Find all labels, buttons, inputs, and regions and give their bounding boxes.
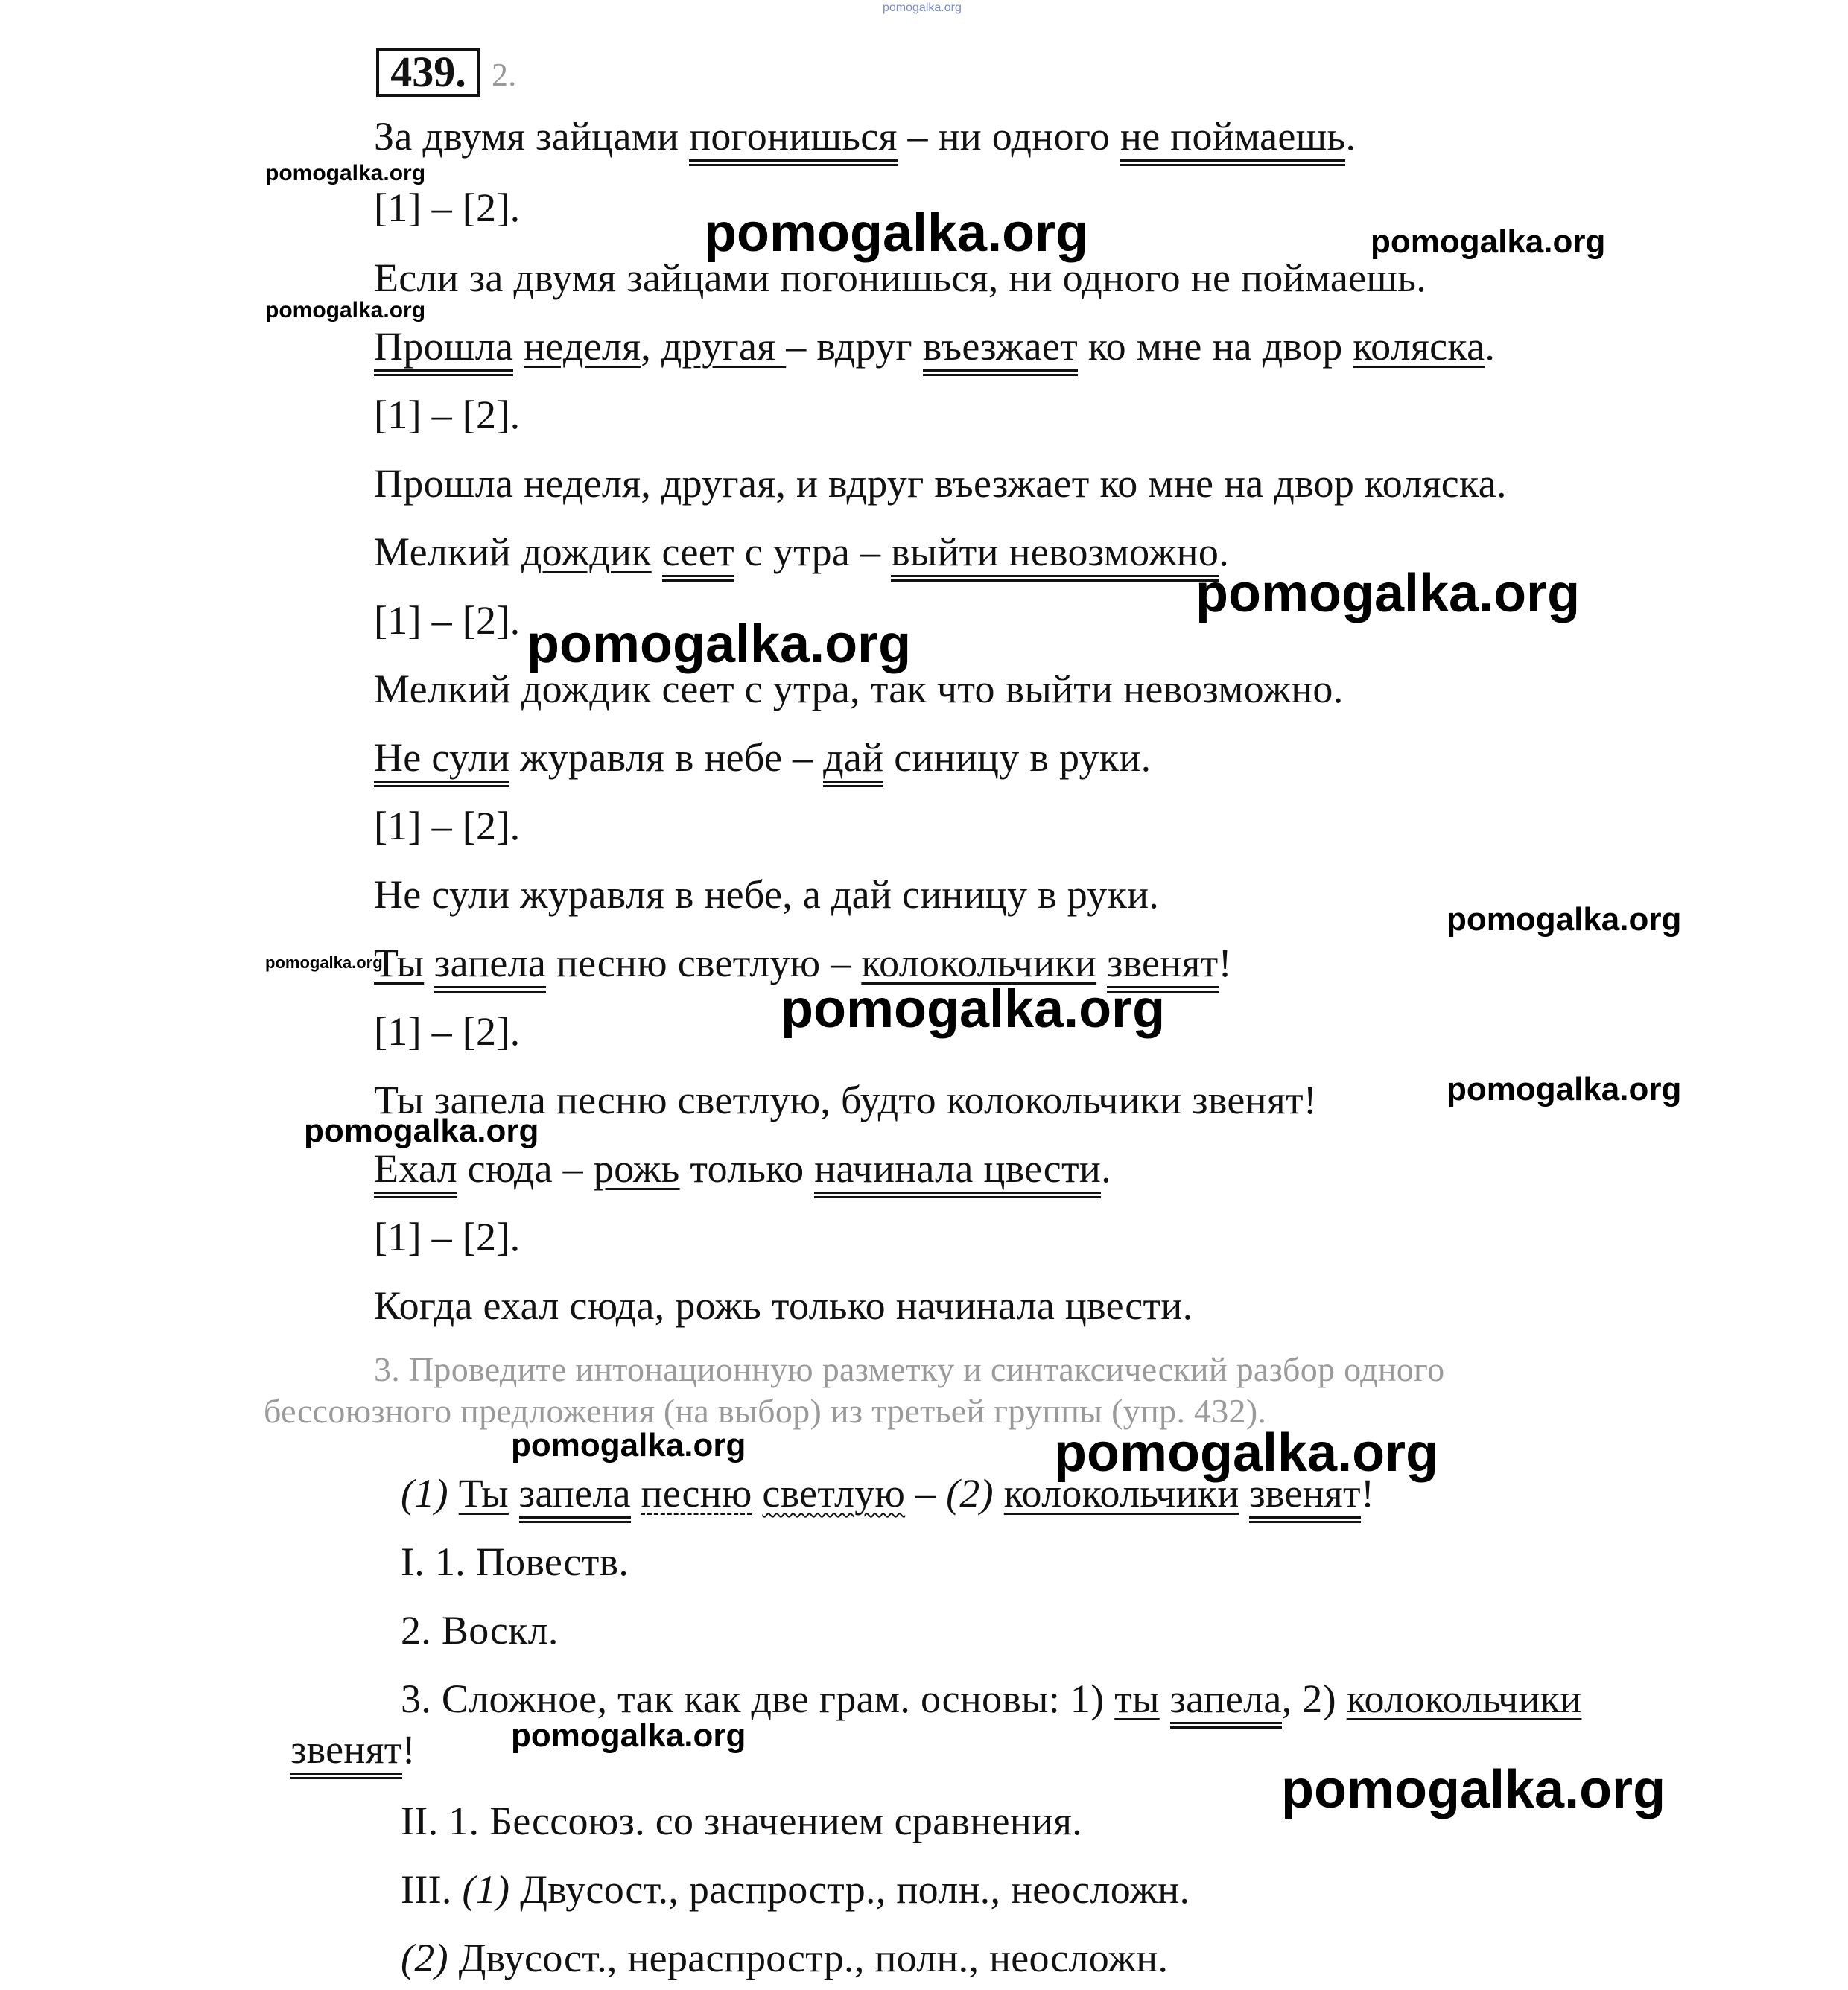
watermark: pomogalka.org: [511, 1427, 746, 1463]
predicate-word: Прошла: [374, 324, 513, 376]
watermark: pomogalka.org: [304, 1113, 539, 1149]
text-run: сюда –: [457, 1146, 594, 1191]
subject-word: колокольчики: [861, 941, 1097, 985]
subject-word: коляска: [1353, 324, 1485, 369]
predicate-word: звенят: [290, 1727, 402, 1779]
analysis-item-5: [401, 1865, 1190, 1914]
sentence-line-18: Когда ехал сюда, рожь только начинала цвести.: [374, 1283, 1193, 1328]
sentence-line-15: Ты запела песню светлую, будто колокольчики звенят!: [374, 1078, 1318, 1122]
predicate-word: погонишься: [689, 114, 898, 166]
object-word: песню: [641, 1471, 752, 1516]
predicate-word: Ехал: [374, 1146, 457, 1198]
text-run: с утра –: [734, 530, 892, 574]
text-run: Мелкий: [374, 530, 521, 574]
watermark: pomogalka.org: [1054, 1423, 1439, 1483]
attribute-word: светлую: [762, 1471, 906, 1516]
predicate-word: сеет: [662, 530, 734, 582]
text-run: Двусост., распростр., полн., неосложн.: [509, 1867, 1190, 1912]
subject-word: другая: [661, 324, 787, 369]
predicate-word: въезжает: [923, 324, 1078, 376]
predicate-word: запела: [519, 1471, 631, 1523]
predicate-word: выйти невозможно: [891, 530, 1219, 582]
subject-word: дождик: [521, 530, 652, 574]
text-run: !: [401, 1727, 416, 1772]
text-run: синицу в руки.: [883, 735, 1152, 780]
watermark: pomogalka.org: [781, 979, 1166, 1039]
analysis-item-3-cont: [290, 1725, 416, 1774]
text-run: ко мне на двор: [1078, 324, 1353, 369]
text-run: За двумя зайцами: [374, 114, 690, 159]
text-run: .: [1219, 530, 1229, 574]
subject-word: Ты: [374, 941, 425, 985]
subject-word: ты: [1114, 1676, 1160, 1721]
predicate-word: начинала цвести: [814, 1146, 1101, 1198]
text-run: , 2): [1281, 1676, 1347, 1721]
scheme-line-3: [1] – [2].: [374, 598, 521, 643]
predicate-word: дай: [823, 735, 883, 787]
analysis-item-1: I. 1. Повеств.: [401, 1539, 629, 1584]
sentence-line-7: [374, 527, 1229, 576]
text-run: 3. Сложное, так как две грам. основы: 1): [401, 1676, 1115, 1721]
sentence-line-4: [374, 322, 1495, 371]
text-run: [631, 1471, 641, 1516]
watermark: pomogalka.org: [511, 1717, 746, 1754]
predicate-word: не поймаешь: [1120, 114, 1345, 166]
text-run: [509, 1471, 519, 1516]
watermark: pomogalka.org: [704, 203, 1089, 263]
text-run: [994, 1471, 1004, 1516]
predicate-word: звенят: [1249, 1471, 1361, 1523]
text-run: –: [905, 1471, 947, 1516]
sentence-line-12: Не сули журавля в небе, а дай синицу в руки.: [374, 872, 1160, 917]
scheme-line-6: [1] – [2].: [374, 1215, 521, 1259]
subject-word: неделя: [524, 324, 641, 369]
text-run: – вдруг: [786, 324, 923, 369]
watermark: pomogalka.org: [265, 298, 426, 322]
sentence-line-10: [374, 733, 1151, 782]
watermark: pomogalka.org: [1371, 223, 1606, 260]
analysis-item-3: [401, 1674, 1581, 1723]
clause-marker: (2): [946, 1471, 994, 1516]
text-run: только: [679, 1146, 815, 1191]
watermark: pomogalka.org: [1447, 1071, 1682, 1107]
text-run: Двусост., нераспростр., полн., неосложн.: [448, 1936, 1169, 1980]
sentence-line-3: Если за двумя зайцами погонишься, ни одного не поймаешь.: [374, 255, 1426, 300]
clause-marker: (1): [401, 1471, 448, 1516]
sentence-line-16: [374, 1144, 1111, 1193]
text-run: [1160, 1676, 1170, 1721]
text-run: ,: [641, 324, 661, 369]
sentence-line-6: Прошла неделя, другая, и вдруг въезжает ко мне на двор коляска.: [374, 461, 1507, 506]
predicate-word: запела: [434, 941, 546, 993]
watermark: pomogalka.org: [265, 161, 426, 185]
analysis-item-4: II. 1. Бессоюз. со значением сравнения.: [401, 1799, 1083, 1843]
text-run: III.: [401, 1867, 463, 1912]
exercise-part: 2.: [492, 57, 517, 93]
subject-word: колокольчики: [1003, 1471, 1239, 1516]
scheme-line-1: [1] – [2].: [374, 185, 521, 230]
text-run: !: [1360, 1471, 1375, 1516]
subject-word: рожь: [593, 1146, 680, 1191]
predicate-word: звенят: [1107, 941, 1219, 993]
scheme-line-5: [1] – [2].: [374, 1009, 521, 1054]
text-run: .: [1345, 114, 1356, 159]
text-run: – ни одного: [897, 114, 1121, 159]
watermark: pomogalka.org: [1281, 1760, 1666, 1819]
watermark: pomogalka.org: [527, 614, 912, 674]
exercise-number: 439.: [376, 48, 480, 97]
watermark-top: pomogalka.org: [883, 1, 962, 14]
text-run: [424, 941, 434, 985]
subject-word: колокольчики: [1346, 1676, 1582, 1721]
predicate-word: запела: [1170, 1676, 1282, 1729]
analysis-item-6: [401, 1933, 1168, 1983]
task3-line-1: 3. Проведите интонационную разметку и синтаксический разбор одного: [374, 1350, 1445, 1388]
text-run: [448, 1471, 459, 1516]
watermark: pomogalka.org: [1447, 901, 1682, 938]
predicate-word: Не сули: [374, 735, 509, 787]
task3-line-2: бессоюзного предложения (на выбор) из третьей группы (упр. 432).: [264, 1392, 1267, 1430]
text-run: !: [1218, 941, 1232, 985]
text-run: .: [1101, 1146, 1111, 1191]
text-run: .: [1485, 324, 1496, 369]
scheme-line-2: [1] – [2].: [374, 392, 521, 437]
analysis-item-2: 2. Воскл.: [401, 1608, 559, 1653]
sentence-line-1: [374, 112, 1356, 161]
subject-word: Ты: [458, 1471, 509, 1516]
text-run: [752, 1471, 763, 1516]
text-run: песню светлую –: [546, 941, 862, 985]
clause-marker: (2): [401, 1936, 448, 1980]
text-run: [513, 324, 524, 369]
text-run: журавля в небе –: [509, 735, 824, 780]
sentence-line-9: Мелкий дождик сеет с утра, так что выйти невозможно.: [374, 667, 1344, 711]
text-run: [652, 530, 662, 574]
watermark: pomogalka.org: [1196, 564, 1581, 623]
watermark: pomogalka.org: [265, 953, 383, 972]
clause-marker: (1): [462, 1867, 510, 1912]
scheme-line-4: [1] – [2].: [374, 804, 521, 848]
